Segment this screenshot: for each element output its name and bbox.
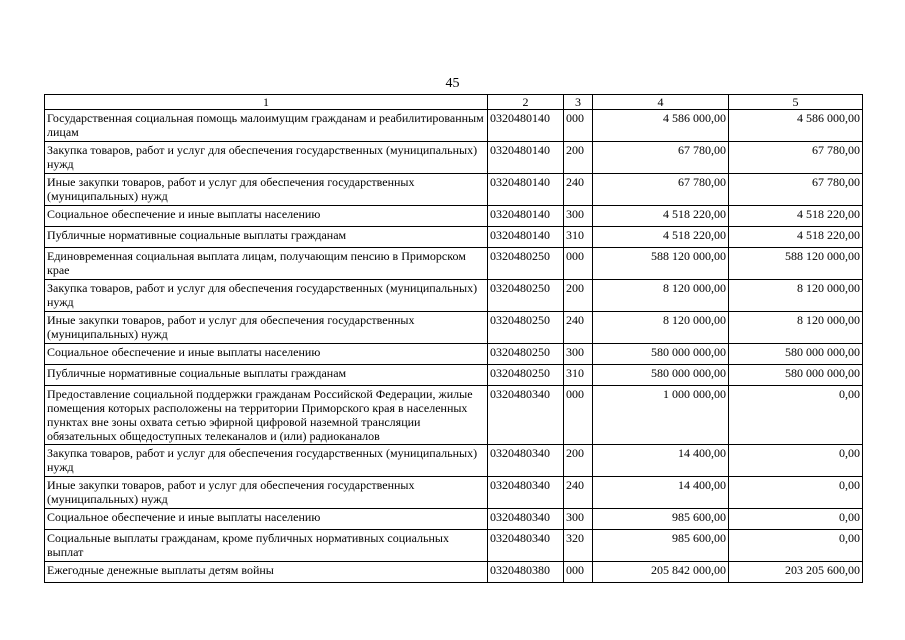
row-type-cell: 310 (564, 365, 593, 386)
row-amount-1-cell: 8 120 000,00 (593, 312, 729, 344)
row-amount-1-cell: 67 780,00 (593, 174, 729, 206)
row-amount-1-cell: 588 120 000,00 (593, 248, 729, 280)
table-row (45, 365, 863, 386)
row-name-cell: Государственная социальная помощь малоимущим гражданам и реабилитированным лицам (45, 110, 488, 142)
table-row (45, 386, 863, 445)
row-type-cell: 000 (564, 386, 593, 445)
row-name-cell: Публичные нормативные социальные выплаты гражданам (45, 365, 488, 386)
row-type-cell: 300 (564, 344, 593, 365)
row-amount-1-cell: 4 518 220,00 (593, 227, 729, 248)
table-row (45, 344, 863, 365)
row-type-cell: 200 (564, 280, 593, 312)
table-row (45, 227, 863, 248)
row-amount-2-cell: 67 780,00 (729, 142, 863, 174)
table-row (45, 530, 863, 562)
row-name-cell: Закупка товаров, работ и услуг для обеспечения государственных (муниципальных) нужд (45, 445, 488, 477)
row-type-cell: 240 (564, 312, 593, 344)
row-code-cell: 0320480140 (488, 142, 564, 174)
row-type-cell: 200 (564, 142, 593, 174)
row-code-cell: 0320480250 (488, 312, 564, 344)
row-amount-2-cell: 67 780,00 (729, 174, 863, 206)
row-name-cell: Единовременная социальная выплата лицам, получающим пенсию в Приморском крае (45, 248, 488, 280)
table-row (45, 174, 863, 206)
row-amount-1-cell: 580 000 000,00 (593, 344, 729, 365)
row-name-cell: Социальное обеспечение и иные выплаты населению (45, 206, 488, 227)
row-amount-2-cell: 8 120 000,00 (729, 312, 863, 344)
row-amount-1-cell: 14 400,00 (593, 445, 729, 477)
row-code-cell: 0320480380 (488, 562, 564, 583)
page-number: 45 (445, 76, 460, 91)
column-header-code: 2 (488, 95, 564, 110)
row-name-cell: Социальные выплаты гражданам, кроме публичных нормативных социальных выплат (45, 530, 488, 562)
row-type-cell: 240 (564, 174, 593, 206)
row-amount-2-cell: 580 000 000,00 (729, 344, 863, 365)
row-code-cell: 0320480250 (488, 280, 564, 312)
row-name-cell: Социальное обеспечение и иные выплаты населению (45, 509, 488, 530)
row-name-cell: Социальное обеспечение и иные выплаты населению (45, 344, 488, 365)
row-amount-1-cell: 985 600,00 (593, 509, 729, 530)
table-row (45, 562, 863, 583)
table-row (45, 477, 863, 509)
table-row (45, 206, 863, 227)
row-amount-1-cell: 67 780,00 (593, 142, 729, 174)
column-header-name: 1 (45, 95, 488, 110)
table-row (45, 142, 863, 174)
row-code-cell: 0320480340 (488, 445, 564, 477)
row-type-cell: 310 (564, 227, 593, 248)
table-row (45, 280, 863, 312)
row-amount-1-cell: 1 000 000,00 (593, 386, 729, 445)
row-type-cell: 200 (564, 445, 593, 477)
row-amount-1-cell: 4 586 000,00 (593, 110, 729, 142)
row-amount-1-cell: 205 842 000,00 (593, 562, 729, 583)
table-row (45, 248, 863, 280)
row-code-cell: 0320480250 (488, 365, 564, 386)
row-amount-2-cell: 4 518 220,00 (729, 206, 863, 227)
row-name-cell: Закупка товаров, работ и услуг для обеспечения государственных (муниципальных) нужд (45, 142, 488, 174)
row-name-cell: Иные закупки товаров, работ и услуг для обеспечения государственных (муниципальных) нужд (45, 477, 488, 509)
row-amount-2-cell: 580 000 000,00 (729, 365, 863, 386)
column-header-amount-2: 5 (729, 95, 863, 110)
row-code-cell: 0320480250 (488, 248, 564, 280)
row-type-cell: 000 (564, 110, 593, 142)
row-type-cell: 300 (564, 206, 593, 227)
row-amount-1-cell: 580 000 000,00 (593, 365, 729, 386)
row-type-cell: 000 (564, 562, 593, 583)
row-amount-2-cell: 8 120 000,00 (729, 280, 863, 312)
budget-table (44, 94, 863, 583)
row-name-cell: Предоставление социальной поддержки гражданам Российской Федерации, жилые помещения которых расположены на территории Приморского края в населенных пунктах вне зоны охвата сетью эфирной цифровой наземной трансляции обязательных общедоступных телеканалов и (или) радиоканалов (45, 386, 488, 445)
column-header-type: 3 (564, 95, 593, 110)
table-row (45, 110, 863, 142)
row-type-cell: 000 (564, 248, 593, 280)
row-name-cell: Ежегодные денежные выплаты детям войны (45, 562, 488, 583)
row-amount-1-cell: 4 518 220,00 (593, 206, 729, 227)
row-name-cell: Публичные нормативные социальные выплаты гражданам (45, 227, 488, 248)
row-amount-2-cell: 0,00 (729, 509, 863, 530)
row-amount-2-cell: 4 518 220,00 (729, 227, 863, 248)
row-code-cell: 0320480140 (488, 227, 564, 248)
row-amount-2-cell: 0,00 (729, 386, 863, 445)
column-header-amount-1: 4 (593, 95, 729, 110)
table-row (45, 312, 863, 344)
row-code-cell: 0320480140 (488, 206, 564, 227)
row-name-cell: Иные закупки товаров, работ и услуг для обеспечения государственных (муниципальных) нужд (45, 312, 488, 344)
row-code-cell: 0320480140 (488, 110, 564, 142)
row-type-cell: 300 (564, 509, 593, 530)
row-type-cell: 240 (564, 477, 593, 509)
row-code-cell: 0320480340 (488, 477, 564, 509)
row-name-cell: Закупка товаров, работ и услуг для обеспечения государственных (муниципальных) нужд (45, 280, 488, 312)
row-code-cell: 0320480340 (488, 509, 564, 530)
row-amount-2-cell: 0,00 (729, 530, 863, 562)
row-amount-1-cell: 14 400,00 (593, 477, 729, 509)
row-amount-2-cell: 588 120 000,00 (729, 248, 863, 280)
row-amount-1-cell: 985 600,00 (593, 530, 729, 562)
row-name-cell: Иные закупки товаров, работ и услуг для обеспечения государственных (муниципальных) нужд (45, 174, 488, 206)
table-row (45, 509, 863, 530)
row-amount-2-cell: 203 205 600,00 (729, 562, 863, 583)
row-amount-2-cell: 0,00 (729, 445, 863, 477)
row-code-cell: 0320480250 (488, 344, 564, 365)
row-amount-2-cell: 4 586 000,00 (729, 110, 863, 142)
row-type-cell: 320 (564, 530, 593, 562)
row-amount-1-cell: 8 120 000,00 (593, 280, 729, 312)
row-code-cell: 0320480140 (488, 174, 564, 206)
row-amount-2-cell: 0,00 (729, 477, 863, 509)
table-row (45, 445, 863, 477)
header-row (45, 95, 863, 110)
row-code-cell: 0320480340 (488, 530, 564, 562)
row-code-cell: 0320480340 (488, 386, 564, 445)
